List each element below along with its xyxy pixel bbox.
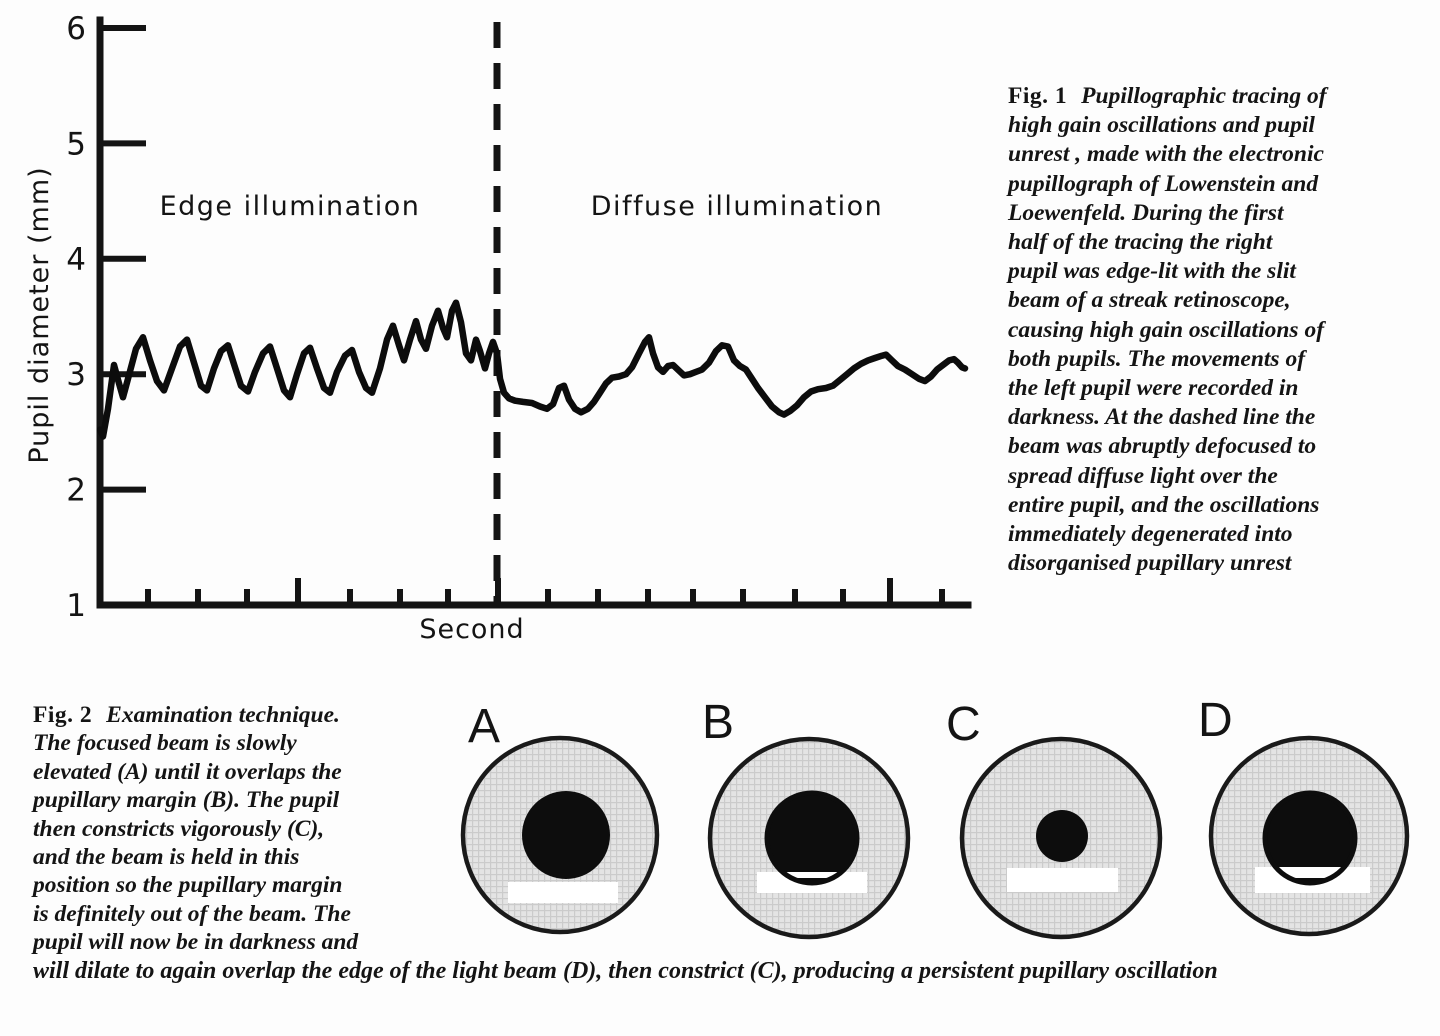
caption-line: unrest , made with the electronic bbox=[1008, 141, 1324, 168]
caption-line: high gain oscillations and pupil bbox=[1008, 112, 1315, 139]
fig2-caption-body bbox=[33, 729, 447, 956]
caption-line: the left pupil were recorded in bbox=[1008, 375, 1299, 402]
y-tick-label: 1 bbox=[66, 588, 86, 624]
caption-line: Loewenfeld. During the first bbox=[1008, 199, 1284, 226]
eye-label-D: D bbox=[1198, 694, 1233, 747]
caption-line: pupil was edge-lit with the slit bbox=[1008, 258, 1296, 285]
y-tick-label: 2 bbox=[66, 472, 86, 509]
caption-line: darkness. At the dashed line the bbox=[1008, 404, 1316, 431]
examination-technique-diagrams bbox=[430, 670, 1440, 990]
eye-diagram-B bbox=[702, 696, 908, 937]
fig2-label: Fig. 2 bbox=[33, 702, 93, 728]
pupil-trace-line bbox=[100, 303, 965, 437]
fig2-caption bbox=[33, 701, 447, 957]
caption-line: beam of a streak retinoscope, bbox=[1008, 287, 1291, 314]
caption-line: pupil will now be in darkness and bbox=[33, 929, 359, 956]
y-tick-label: 6 bbox=[66, 11, 86, 47]
caption-line: pupillograph of Lowenstein and bbox=[1008, 170, 1319, 197]
caption-line: causing high gain oscillations of bbox=[1008, 316, 1325, 343]
caption-line: immediately degenerated into bbox=[1008, 521, 1293, 548]
caption-line: then constricts vigorously (C), bbox=[33, 815, 325, 842]
pupil-circle bbox=[1036, 810, 1088, 862]
caption-line: is definitely out of the beam. The bbox=[33, 900, 351, 927]
fig1-caption bbox=[1008, 82, 1432, 578]
caption-line: The focused beam is slowly bbox=[33, 730, 297, 757]
x-axis-label: Second bbox=[419, 614, 525, 645]
fig1-label: Fig. 1 bbox=[1008, 83, 1068, 109]
caption-line: spread diffuse light over the bbox=[1008, 462, 1278, 489]
fig2-caption-first-line: Examination technique. bbox=[106, 702, 340, 728]
eye-diagram-C bbox=[946, 698, 1160, 937]
pupil-circle bbox=[522, 791, 610, 879]
fig2-caption-tail: will dilate to again overlap the edge of the light beam (D), then constrict (C), producing a persistent pupillary oscillation bbox=[33, 958, 1218, 984]
y-tick-label: 5 bbox=[66, 126, 86, 163]
fig1-caption-first-line: Pupillographic tracing of bbox=[1081, 83, 1327, 109]
eye-label-A: A bbox=[468, 700, 501, 753]
y-tick-label: 3 bbox=[66, 357, 86, 394]
eye-diagram-A bbox=[463, 700, 657, 932]
light-beam bbox=[508, 882, 618, 903]
caption-line: disorganised pupillary unrest bbox=[1008, 550, 1292, 577]
caption-line bbox=[33, 701, 447, 729]
eye-label-C: C bbox=[946, 698, 981, 751]
chart-axes bbox=[100, 20, 968, 605]
caption-line: entire pupil, and the oscillations bbox=[1008, 491, 1320, 518]
caption-line: position so the pupillary margin bbox=[33, 872, 343, 899]
caption-line bbox=[1008, 82, 1432, 111]
pupillogram-chart bbox=[0, 0, 990, 665]
eye-diagram-D bbox=[1198, 694, 1407, 934]
caption-line: elevated (A) until it overlaps the bbox=[33, 758, 342, 785]
caption-line: beam was abruptly defocused to bbox=[1008, 433, 1317, 460]
y-axis-label: Pupil diameter (mm) bbox=[24, 166, 55, 464]
caption-line: pupillary margin (B). The pupil bbox=[33, 787, 340, 814]
edge-illumination-label: Edge illumination bbox=[159, 191, 421, 222]
fig1-caption-body bbox=[1008, 111, 1432, 578]
caption-line: both pupils. The movements of bbox=[1008, 345, 1306, 372]
caption-line: and the beam is held in this bbox=[33, 844, 300, 871]
light-beam bbox=[1007, 868, 1118, 892]
diffuse-illumination-label: Diffuse illumination bbox=[590, 191, 884, 222]
y-tick-label: 4 bbox=[66, 241, 86, 278]
caption-line: half of the tracing the right bbox=[1008, 229, 1273, 256]
eye-label-B: B bbox=[702, 696, 735, 749]
